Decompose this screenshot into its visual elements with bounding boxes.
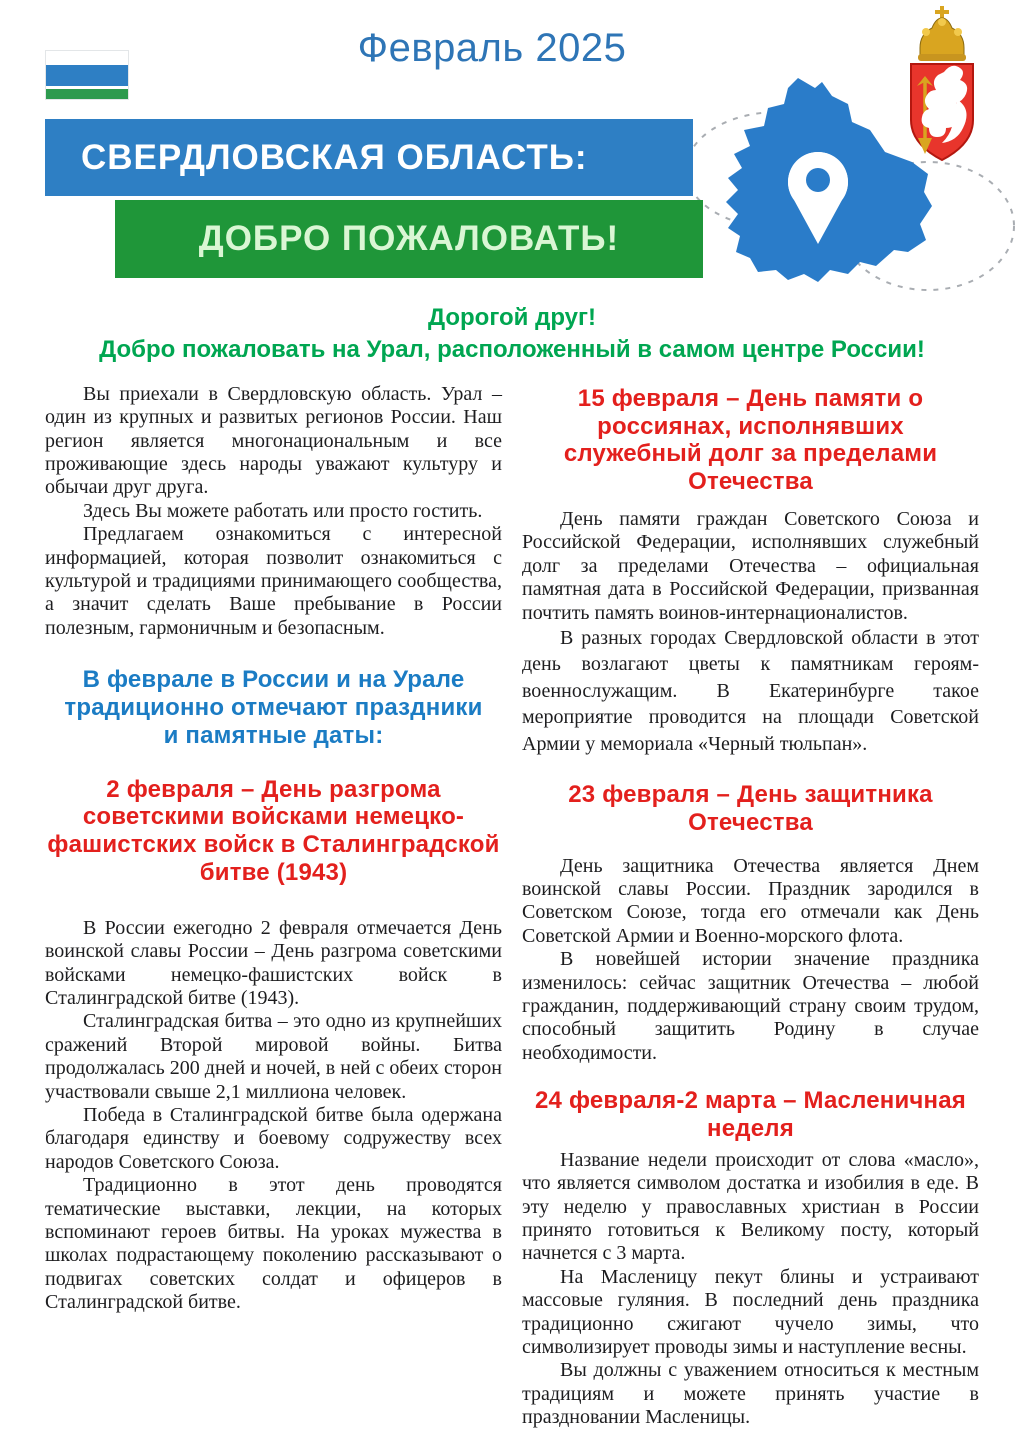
paragraph: В разных городах Свердловской области в этот день возлагают цветы к памятникам героям-военнослужащим. В Екатеринбурге такое мероприятие проводится на площади Советской Армии у мемориала «Черный тюльпан».	[522, 627, 979, 755]
sverdlovsk-coat-of-arms-icon	[890, 4, 994, 178]
emblem-crown	[918, 6, 966, 61]
paragraph: Название недели происходит от слова «масло», что является символом достатка и изобилия в еде. В эту неделю у православных христиан в России принято готовиться к Великому посту, который начнется с 3 марта.	[522, 1148, 979, 1265]
greeting-heading	[30, 302, 994, 367]
section-heading-feb23: 23 февраля – День защитника Отечества	[568, 781, 933, 836]
right-column	[522, 383, 979, 1430]
greeting-line1: Дорогой друг!	[427, 304, 597, 331]
paragraph: День защитника Отечества является Днем воинской славы России. Праздник зародился в Советском Союзе, тогда его отмечали как День Советской Армии и Военно-морского флота.	[522, 854, 979, 947]
section-heading-maslenitsa: 24 февраля-2 марта – Масленичная неделя	[534, 1087, 967, 1142]
paragraph: День памяти граждан Советского Союза и Российской Федерации, исполнявших служебный долг за пределами Отечества – официальная памятная дата в Российской Федерации, призванная почтить память воинов-интернационалистов.	[522, 508, 979, 624]
paragraph: Здесь Вы можете работать или просто гостить.	[83, 499, 483, 522]
content-columns	[0, 383, 1024, 1430]
paragraph: Предлагаем ознакомиться с интересной информацией, которая позволит ознакомиться с культурой и традициями принимающего сообщества, а значит сделать Ваше пребывание в России полезным, гармоничным и безопасным.	[45, 523, 502, 639]
flag-stripe-green	[46, 89, 128, 99]
holidays-heading: В феврале в России и на Урале традиционно отмечают праздники и памятные даты:	[64, 666, 483, 749]
paragraph: Победа в Сталинградской битве была одержана благодаря единству и боевому содружеству всех народов Советского Союза.	[45, 1104, 502, 1173]
page-header	[0, 0, 1024, 296]
section-heading-feb15: 15 февраля – День памяти о россиянах, исполнявших служебный долг за пределами Отечества	[563, 384, 938, 496]
paragraph: В России ежегодно 2 февраля отмечается День воинской славы России – День разгрома советскими войсками немецко-фашистских войск в Сталинградской битве (1943).	[45, 916, 502, 1010]
paragraph: Сталинградская битва – это одно из крупнейших сражений Второй мировой войны. Битва продолжалась 200 дней и ночей, в ней с обеих сторон участвовали свыше 2,1 миллиона человек.	[45, 1010, 502, 1103]
left-column	[45, 383, 502, 1315]
greeting-line2: Добро пожаловать на Урал, расположенный в самом центре России!	[99, 336, 925, 364]
issue-date: Февраль 2025	[357, 26, 627, 70]
paragraph: Вы должны с уважением относиться к местным традициям и можете принять участие в праздновании Масленицы.	[522, 1359, 979, 1429]
paragraph: В новейшей истории значение праздника изменилось: сейчас защитник Отечества – любой гражданин, поддерживающий страну своим трудом, способный защитить Родину в случае необходимости.	[522, 948, 979, 1064]
paragraph: Традиционно в этот день проводятся тематические выставки, лекции, на которых вспоминают героев битвы. На уроках мужества в школах подрастающему поколению рассказывают о подвигах советских солдат и офицеров в Сталинградской битве.	[45, 1174, 502, 1314]
section-heading-feb2: 2 февраля – День разгрома советскими войсками немецко-фашистских войск в Сталинградской битве (1943)	[47, 775, 500, 887]
welcome-banner	[115, 200, 703, 278]
region-banner	[45, 119, 693, 196]
paragraph: На Масленицу пекут блины и устраивают массовые гуляния. В последний день праздника традиционно сжигают чучело зимы, что символизирует проводы зимы и наступление весны.	[522, 1265, 979, 1358]
region-banner-label: СВЕРДЛОВСКАЯ ОБЛАСТЬ:	[81, 137, 588, 177]
welcome-banner-label: ДОБРО ПОЖАЛОВАТЬ!	[198, 219, 620, 258]
paragraph: Вы приехали в Свердловскую область. Урал – один из крупных и развитых регионов России. Наш регион является многонациональным и все проживающие здесь народы уважают культуру и обычаи друг друга.	[45, 382, 502, 499]
